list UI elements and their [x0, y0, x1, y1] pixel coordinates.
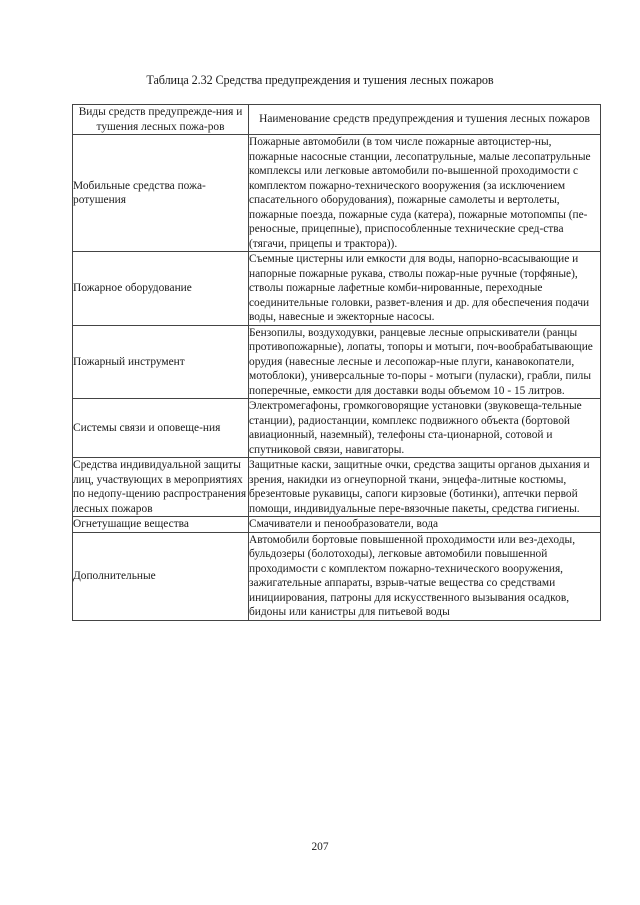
row-desc: Защитные каски, защитные очки, средства защиты органов дыхания и зрения, накидки из огнеупорной ткани, энцефа-литные костюмы, брезентовые рукавицы, сапоги кирзовые (ботинки), аптечки первой помощи, индивидуальные пере-вязочные пакеты, средства гигиены.	[249, 458, 601, 517]
table-row	[73, 325, 601, 399]
table-caption: Таблица 2.32 Средства предупреждения и тушения лесных пожаров	[146, 73, 494, 87]
row-name: Средства индивидуальной защиты лиц, участвующих в мероприятиях по недопу-щению распространения лесных пожаров	[73, 458, 249, 517]
row-name: Пожарное оборудование	[73, 252, 249, 326]
page-number: 207	[311, 841, 329, 853]
row-desc: Электромегафоны, громкоговорящие установки (звуковеща-тельные станции), радиостанции, комплекс подвижного объекта (бортовой авиационный, наземный), телефоны ста-ционарной, сотовой и спутниковой связи, навигаторы.	[249, 399, 601, 458]
row-name: Дополнительные	[73, 532, 249, 620]
row-desc: Смачиватели и пенообразователи, вода	[249, 517, 601, 533]
row-name: Системы связи и оповеще-ния	[73, 399, 249, 458]
row-name: Пожарный инструмент	[73, 325, 249, 399]
table-row	[73, 532, 601, 620]
header-types: Виды средств предупрежде-ния и тушения лесных пожа-ров	[73, 105, 249, 135]
table-row	[73, 252, 601, 326]
row-name: Мобильные средства пожа-ротушения	[73, 135, 249, 252]
table-row	[73, 517, 601, 533]
header-names: Наименование средств предупреждения и тушения лесных пожаров	[249, 105, 601, 135]
row-desc: Съемные цистерны или емкости для воды, напорно-всасывающие и напорные пожарные рукава, стволы пожар-ные ручные (торфяные), стволы пожарные лафетные комби-нированные, переходные соединительные головки, развет-вления и др. для обеспечения подачи воды, навесные и эжекторные насосы.	[249, 252, 601, 326]
row-name: Огнетушащие вещества	[73, 517, 249, 533]
table-row	[73, 458, 601, 517]
table-row	[73, 399, 601, 458]
row-desc: Бензопилы, воздуходувки, ранцевые лесные опрыскиватели (ранцы противопожарные), лопаты, топоры и мотыги, поч-вообрабатывающие орудия (навесные лесные и лесопожар-ные плуги, канавокопатели, мотоблоки), универсальные то-поры - мотыги (пуласки), грабли, пилы поперечные, емкости для доставки воды объемом 10 - 15 литров.	[249, 325, 601, 399]
row-desc: Автомобили бортовые повышенной проходимости или вез-деходы, бульдозеры (болотоходы), легковые автомобили повышенной проходимости с комплектом пожарно-технического вооружения, зажигательные аппараты, взрыв-чатые вещества со средствами инициирования, патроны для искусственного вызывания осадков, бидоны или канистры для питьевой воды	[249, 532, 601, 620]
table-row	[73, 135, 601, 252]
row-desc: Пожарные автомобили (в том числе пожарные автоцистер-ны, пожарные насосные станции, лесопатрульные, малые лесопатрульные комплексы или легковые автомобили по-вышенной проходимости с комплектом пожарно-технического вооружения (за исключением спасательного оборудования), пожарные самолеты и вертолеты, пожарные поезда, пожарные суда (катера), пожарные мотопомпы (пе-реносные, прицепные), приспособленные технические сред-ства (тягачи, прицепы и трактора)).	[249, 135, 601, 252]
table-header-row	[73, 105, 601, 135]
equipment-table	[72, 104, 601, 621]
